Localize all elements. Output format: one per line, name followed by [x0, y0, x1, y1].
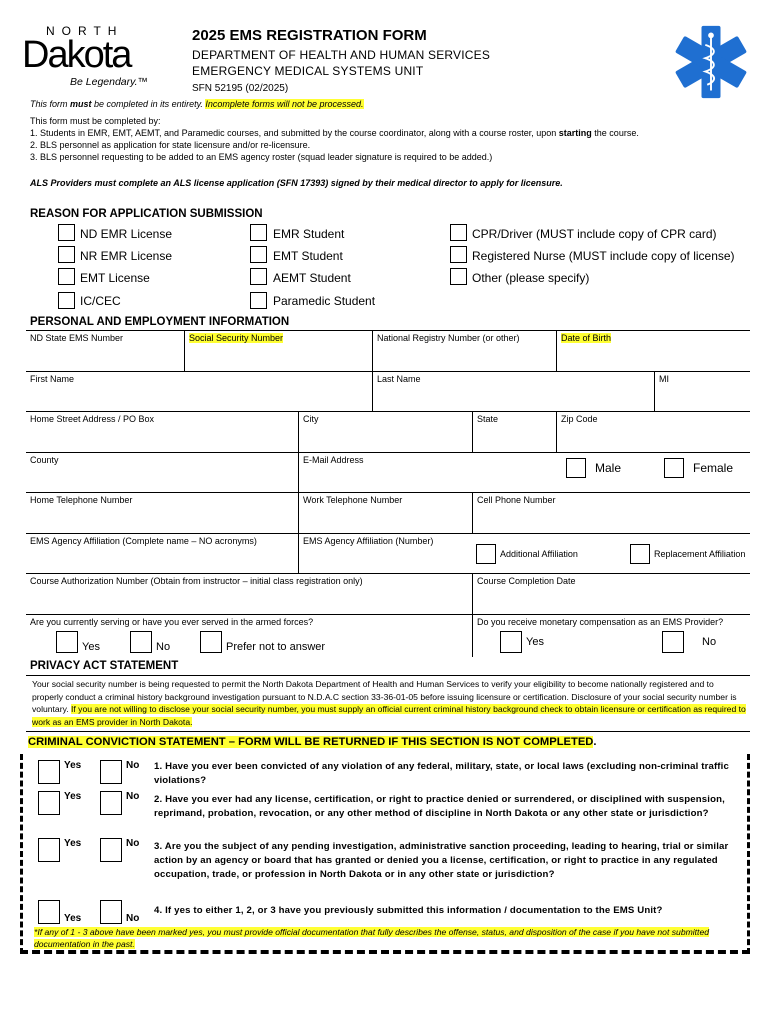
- af-yes-option[interactable]: [56, 631, 100, 653]
- als-notice: ALS Providers must complete an ALS license application (SFN 17393) signed by their medical director to apply for licensure.: [30, 178, 563, 188]
- instruction-3: 3. BLS personnel requesting to be added to an EMS agency roster (squad leader signature is required to be added.): [30, 152, 493, 162]
- question-1: 1. Have you ever been convicted of any violation of any federal, military, state, or local laws (excluding non-criminal traffic violations?: [154, 761, 729, 786]
- comp-no-label: No: [702, 635, 717, 648]
- work-phone-field[interactable]: [298, 493, 472, 533]
- q4-yes-checkbox[interactable]: [38, 900, 60, 924]
- row-address: [26, 412, 750, 453]
- intro-text-mid: be completed in its entirety.: [91, 99, 206, 109]
- q1-yes-checkbox[interactable]: [38, 760, 60, 784]
- address-label: Home Street Address / PO Box: [30, 414, 155, 424]
- male-option[interactable]: [566, 458, 621, 478]
- dob-label: Date of Birth: [561, 333, 612, 343]
- zip-field[interactable]: [556, 412, 750, 452]
- privacy-highlight: If you are not willing to disclose your social security number, you must supply an official current criminal history background check to obtain licensure or certification as required to work as an EMS provider in North Dakota.: [32, 704, 746, 727]
- q2-yes-label: Yes: [64, 791, 82, 802]
- q2-no-checkbox[interactable]: [100, 791, 122, 815]
- row-phones: [26, 493, 750, 534]
- emt-student-label: EMT Student: [273, 249, 343, 263]
- female-option[interactable]: [664, 458, 733, 478]
- mi-label: MI: [659, 373, 669, 384]
- city-label: City: [303, 414, 319, 424]
- q2-no-option[interactable]: [100, 791, 139, 815]
- replacement-affiliation-option[interactable]: [630, 544, 745, 564]
- nr-emr-license-label: NR EMR License: [80, 249, 173, 263]
- criminal-footnote: [34, 926, 734, 950]
- af-prefer-option[interactable]: [200, 631, 325, 653]
- replacement-affiliation-label: Replacement Affiliation: [654, 548, 746, 559]
- instruction-2: 2. BLS personnel as application for state licensure and/or re-licensure.: [30, 140, 311, 150]
- row-name: [26, 372, 750, 413]
- first-name-label: First Name: [30, 373, 75, 384]
- q4-no-checkbox[interactable]: [100, 900, 122, 924]
- zip-label: Zip Code: [561, 414, 598, 424]
- af-no-label: No: [156, 640, 171, 653]
- q1-yes-label: Yes: [64, 760, 82, 771]
- row-service: [26, 615, 750, 657]
- privacy-text: Your social security number is being requested to permit the North Dakota Department of Health and Human Services to verify your eligibility to become nationally registered and to properly conduct a criminal history background investigation pursuant to N.D.A.C section 33-36-01-05 before issuing licensure or certification. Disclosure of your social security number is voluntary.: [32, 679, 737, 714]
- q3-yes-option[interactable]: [38, 838, 81, 862]
- af-yes-label: Yes: [82, 640, 100, 653]
- agency-number-label: EMS Agency Affiliation (Number): [303, 535, 434, 546]
- q4-yes-label: Yes: [64, 913, 82, 924]
- address-field[interactable]: [26, 412, 298, 452]
- dob-field[interactable]: [556, 331, 750, 371]
- last-name-field[interactable]: [372, 372, 654, 412]
- q1-no-checkbox[interactable]: [100, 760, 122, 784]
- nd-emr-license-label: ND EMR License: [80, 227, 173, 241]
- course-completion-label: Course Completion Date: [477, 576, 576, 586]
- additional-affiliation-option[interactable]: [476, 544, 578, 564]
- star-of-life-icon: [672, 24, 750, 100]
- completed-by: This form must be completed by:: [30, 116, 161, 126]
- comp-yes-label: Yes: [526, 635, 544, 648]
- female-label: Female: [693, 460, 734, 475]
- q3-no-option[interactable]: [100, 838, 139, 862]
- cpr-driver-label: CPR/Driver (MUST include copy of CPR card): [472, 227, 717, 241]
- incomplete-warning: Incomplete forms will not be processed.: [205, 99, 364, 109]
- criminal-footnote-text: *If any of 1 - 3 above have been marked yes, you must provide official documentation that fully describes the offense, status, and disposition of the case if you have not submitted documentation in the past.: [34, 927, 709, 949]
- home-phone-field[interactable]: [26, 493, 298, 533]
- logo-dakota: Dakota: [22, 34, 131, 76]
- county-field[interactable]: [26, 453, 298, 493]
- cpr-driver-checkbox[interactable]: [450, 224, 467, 241]
- privacy-statement: [26, 675, 750, 732]
- question-4: 4. If yes to either 1, 2, or 3 have you previously submitted this information / documentation to the EMS Unit?: [154, 905, 663, 916]
- course-completion-field[interactable]: [472, 574, 750, 614]
- male-checkbox[interactable]: [566, 458, 586, 478]
- male-label: Male: [595, 460, 622, 475]
- unit-name: EMERGENCY MEDICAL SYSTEMS UNIT: [192, 64, 424, 78]
- row-ids: [26, 331, 750, 372]
- nd-ems-number-label: ND State EMS Number: [30, 333, 124, 343]
- comp-yes-option[interactable]: [500, 631, 544, 653]
- q3-no-label: No: [126, 838, 140, 849]
- af-yes-checkbox[interactable]: [56, 631, 78, 653]
- instruction-1-end: the course.: [591, 128, 639, 138]
- ssn-label: Social Security Number: [189, 333, 284, 343]
- ssn-field[interactable]: [184, 331, 372, 371]
- ic-cec-checkbox[interactable]: [58, 292, 75, 309]
- logo-north: NORTH: [46, 24, 124, 38]
- q4-yes-option[interactable]: [38, 900, 81, 924]
- q2-no-label: No: [126, 791, 140, 802]
- state-field[interactable]: [472, 412, 556, 452]
- comp-no-checkbox[interactable]: [662, 631, 684, 653]
- emt-license-checkbox[interactable]: [58, 268, 75, 285]
- privacy-heading: PRIVACY ACT STATEMENT: [30, 660, 179, 672]
- af-no-option[interactable]: [130, 631, 170, 653]
- aemt-student-label: AEMT Student: [273, 271, 351, 285]
- ic-cec-label: IC/CEC: [80, 294, 121, 308]
- email-label: E-Mail Address: [303, 454, 364, 465]
- home-phone-label: Home Telephone Number: [30, 495, 133, 505]
- nd-ems-number-field[interactable]: [26, 331, 184, 371]
- reason-heading: REASON FOR APPLICATION SUBMISSION: [30, 208, 263, 220]
- course-auth-label: Course Authorization Number (Obtain from instructor – initial class registration only): [30, 576, 363, 586]
- emt-student-checkbox[interactable]: [250, 246, 267, 263]
- form-instructions: [30, 98, 750, 163]
- personal-info-grid: [26, 330, 750, 657]
- q1-no-option[interactable]: [100, 760, 139, 784]
- q1-no-label: No: [126, 760, 140, 771]
- other-label: Other (please specify): [472, 271, 590, 285]
- q1-yes-option[interactable]: [38, 760, 81, 784]
- row-county: [26, 453, 750, 494]
- female-checkbox[interactable]: [664, 458, 684, 478]
- instruction-1-bold: starting: [558, 128, 592, 138]
- emr-student-label: EMR Student: [273, 227, 345, 241]
- criminal-heading-text: CRIMINAL CONVICTION STATEMENT – FORM WILL BE RETURNED IF THIS SECTION IS NOT COMPLETED: [28, 736, 594, 748]
- emt-license-label: EMT License: [80, 271, 150, 285]
- q2-yes-option[interactable]: [38, 791, 81, 815]
- nr-number-field[interactable]: [372, 331, 560, 371]
- cell-phone-label: Cell Phone Number: [477, 495, 556, 505]
- nr-number-label: National Registry Number (or other): [377, 333, 520, 343]
- replacement-affiliation-checkbox[interactable]: [630, 544, 650, 564]
- q4-no-label: No: [126, 913, 140, 924]
- agency-name-field[interactable]: [26, 534, 298, 574]
- cell-phone-field[interactable]: [472, 493, 750, 533]
- registered-nurse-label: Registered Nurse (MUST include copy of license): [472, 249, 735, 263]
- armed-forces-label: Are you currently serving or have you ever served in the armed forces?: [30, 616, 314, 627]
- aemt-student-checkbox[interactable]: [250, 268, 267, 285]
- nd-logo: [22, 24, 152, 92]
- comp-yes-checkbox[interactable]: [500, 631, 522, 653]
- q2-yes-checkbox[interactable]: [38, 791, 60, 815]
- agency-name-label: EMS Agency Affiliation (Complete name – NO acronyms): [30, 535, 257, 546]
- af-prefer-checkbox[interactable]: [200, 631, 222, 653]
- city-field[interactable]: [298, 412, 472, 452]
- last-name-label: Last Name: [377, 373, 421, 384]
- form-title-block: [192, 27, 490, 94]
- additional-affiliation-checkbox[interactable]: [476, 544, 496, 564]
- q3-yes-label: Yes: [64, 838, 82, 849]
- emr-student-checkbox[interactable]: [250, 224, 267, 241]
- instruction-1: 1. Students in EMR, EMT, AEMT, and Paramedic courses, and submitted by the course coordinator, along with a course roster, upon: [30, 128, 559, 138]
- intro-text: This form: [30, 99, 71, 109]
- comp-no-option[interactable]: [662, 631, 716, 653]
- form-title: 2025 EMS REGISTRATION FORM: [192, 27, 427, 44]
- nd-emr-license-checkbox[interactable]: [58, 224, 75, 241]
- paramedic-student-label: Paramedic Student: [273, 294, 376, 308]
- q4-no-option[interactable]: [100, 900, 139, 924]
- intro-must: must: [70, 99, 92, 109]
- personal-heading: PERSONAL AND EMPLOYMENT INFORMATION: [30, 316, 290, 328]
- other-checkbox[interactable]: [450, 268, 467, 285]
- question-3: 3. Are you the subject of any pending investigation, administrative sanction proceeding, leading to hearing, trial or similar action by an agency or board that has granted or denied you a license, certification, or right to practice in any regulated occupation, trade, or profession in North Dakota or in any other state or jurisdiction?: [154, 841, 729, 880]
- additional-affiliation-label: Additional Affiliation: [500, 548, 578, 559]
- work-phone-label: Work Telephone Number: [303, 495, 403, 505]
- county-label: County: [30, 454, 59, 465]
- af-no-checkbox[interactable]: [130, 631, 152, 653]
- nr-emr-license-checkbox[interactable]: [58, 246, 75, 263]
- criminal-heading: CRIMINAL CONVICTION STATEMENT – FORM WILL BE RETURNED IF THIS SECTION IS NOT COMPLETED.: [28, 736, 597, 748]
- q3-yes-checkbox[interactable]: [38, 838, 60, 862]
- first-name-field[interactable]: [26, 372, 372, 412]
- sfn-number: SFN 52195 (02/2025): [192, 83, 289, 94]
- row-course: [26, 574, 750, 615]
- compensation-label: Do you receive monetary compensation as an EMS Provider?: [477, 616, 724, 627]
- paramedic-student-checkbox[interactable]: [250, 292, 267, 309]
- logo-tagline: Be Legendary.™: [70, 76, 149, 88]
- registered-nurse-checkbox[interactable]: [450, 246, 467, 263]
- mi-field[interactable]: [654, 372, 750, 412]
- state-label: State: [477, 414, 499, 424]
- department-name: DEPARTMENT OF HEALTH AND HUMAN SERVICES: [192, 48, 491, 62]
- question-2: 2. Have you ever had any license, certification, or right to practice denied or surrendered, or disciplined with suspension, reprimand, probation, revocation, or any other method of discipline in North Dakota or any other state or jurisdiction?: [154, 794, 725, 819]
- course-auth-field[interactable]: [26, 574, 472, 614]
- row-agency: [26, 534, 750, 575]
- q3-no-checkbox[interactable]: [100, 838, 122, 862]
- af-prefer-label: Prefer not to answer: [226, 640, 326, 653]
